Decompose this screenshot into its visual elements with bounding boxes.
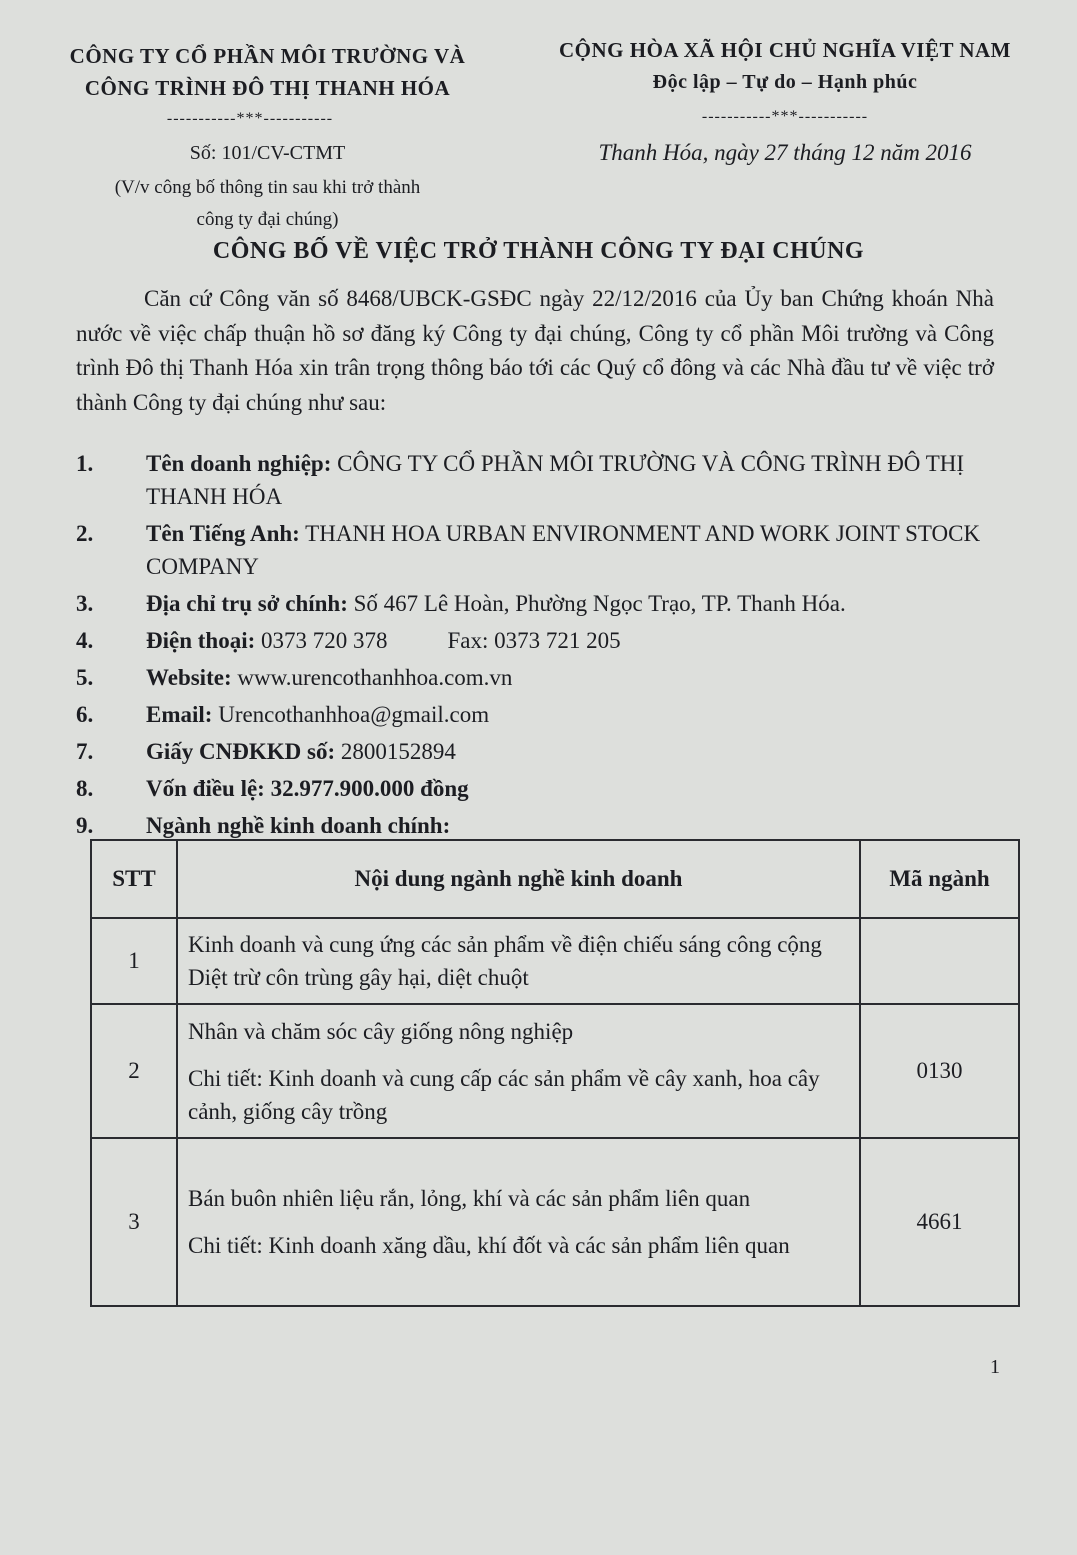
country-name: CỘNG HÒA XÃ HỘI CHỦ NGHĨA VIỆT NAM [558, 38, 1012, 62]
document-subject [20, 172, 515, 236]
left-divider: -----------***----------- [166, 110, 334, 127]
table-row [91, 1004, 1019, 1138]
intro-text: Căn cứ Công văn số 8468/UBCK-GSĐC ngày 22/12/2016 của Ủy ban Chứng khoán Nhà nước về việc chấp thuận hồ sơ đăng ký Công ty đại chúng, Công ty cổ phần Môi trường và Công trình Đô thị Thanh Hóa xin trân trọng thông báo tới các Quý cổ đông và các Nhà đầu tư về việc trở thành Công ty đại chúng như sau: [76, 286, 994, 415]
row-code: 4661 [860, 1138, 1019, 1306]
document-title: CÔNG BỐ VỀ VIỆC TRỞ THÀNH CÔNG TY ĐẠI CHÚNG [212, 238, 865, 264]
company-header [20, 40, 515, 104]
intro-paragraph [76, 282, 994, 420]
row-stt: 3 [91, 1138, 177, 1306]
list-item: 5. Website: www.urencothanhhoa.com.vn [76, 665, 513, 690]
list-item: 4. Điện thoại: 0373 720 378 Fax: 0373 721 205 [76, 628, 621, 653]
company-name-line1: CÔNG TY CỔ PHẦN MÔI TRƯỜNG VÀ [69, 44, 466, 68]
right-divider: -----------***----------- [701, 108, 869, 125]
list-item: 8. Vốn điều lệ: 32.977.900.000 đồng [76, 776, 469, 801]
list-item: 7. Giấy CNĐKKD số: 2800152894 [76, 739, 456, 764]
country-header [515, 34, 1055, 98]
subject-line2: công ty đại chúng) [196, 209, 339, 230]
website-link: www.urencothanhhoa.com.vn [231, 665, 513, 690]
fax-number: Fax: 0373 721 205 [447, 628, 621, 653]
column-header-stt: STT [91, 840, 177, 918]
table-header-row [91, 840, 1019, 918]
business-lines-table [90, 839, 1020, 1307]
table-row [91, 918, 1019, 1004]
company-name-line2: CÔNG TRÌNH ĐÔ THỊ THANH HÓA [84, 76, 451, 100]
info-list [76, 447, 996, 846]
list-item: 9. Ngành nghề kinh doanh chính: [76, 813, 451, 838]
row-stt: 2 [91, 1004, 177, 1138]
document-number: Số: 101/CV-CTMT [189, 142, 346, 164]
column-header-content: Nội dung ngành nghề kinh doanh [177, 840, 860, 918]
column-header-code: Mã ngành [860, 840, 1019, 918]
page-number: 1 [990, 1356, 1000, 1378]
row-content: Bán buôn nhiên liệu rắn, lỏng, khí và các sản phẩm liên quan Chi tiết: Kinh doanh xăng dầu, khí đốt và các sản phẩm liên quan [177, 1138, 860, 1306]
row-code [860, 918, 1019, 1004]
list-item: 2. Tên Tiếng Anh: THANH HOA URBAN ENVIRONMENT AND WORK JOINT STOCK COMPANY [76, 521, 981, 579]
subject-line1: (V/v công bố thông tin sau khi trở thành [114, 177, 421, 198]
list-item: 3. Địa chỉ trụ sở chính: Số 467 Lê Hoàn, Phường Ngọc Trạo, TP. Thanh Hóa. [76, 591, 846, 616]
list-item: 6. Email: Urencothanhhoa@gmail.com [76, 702, 490, 727]
table-row [91, 1138, 1019, 1306]
row-content: Kinh doanh và cung ứng các sản phẩm về điện chiếu sáng công cộng Diệt trừ côn trùng gây hại, diệt chuột [177, 918, 860, 1004]
row-code: 0130 [860, 1004, 1019, 1138]
document-date: Thanh Hóa, ngày 27 tháng 12 năm 2016 [598, 140, 972, 165]
email-address: Urencothanhhoa@gmail.com [212, 702, 490, 727]
row-content: Nhân và chăm sóc cây giống nông nghiệp Chi tiết: Kinh doanh và cung cấp các sản phẩm về cây xanh, hoa cây cảnh, giống cây trồng [177, 1004, 860, 1138]
list-item: 1. Tên doanh nghiệp: CÔNG TY CỔ PHẦN MÔI TRƯỜNG VÀ CÔNG TRÌNH ĐÔ THỊ THANH HÓA [76, 451, 965, 509]
country-motto: Độc lập – Tự do – Hạnh phúc [652, 71, 918, 93]
row-stt: 1 [91, 918, 177, 1004]
